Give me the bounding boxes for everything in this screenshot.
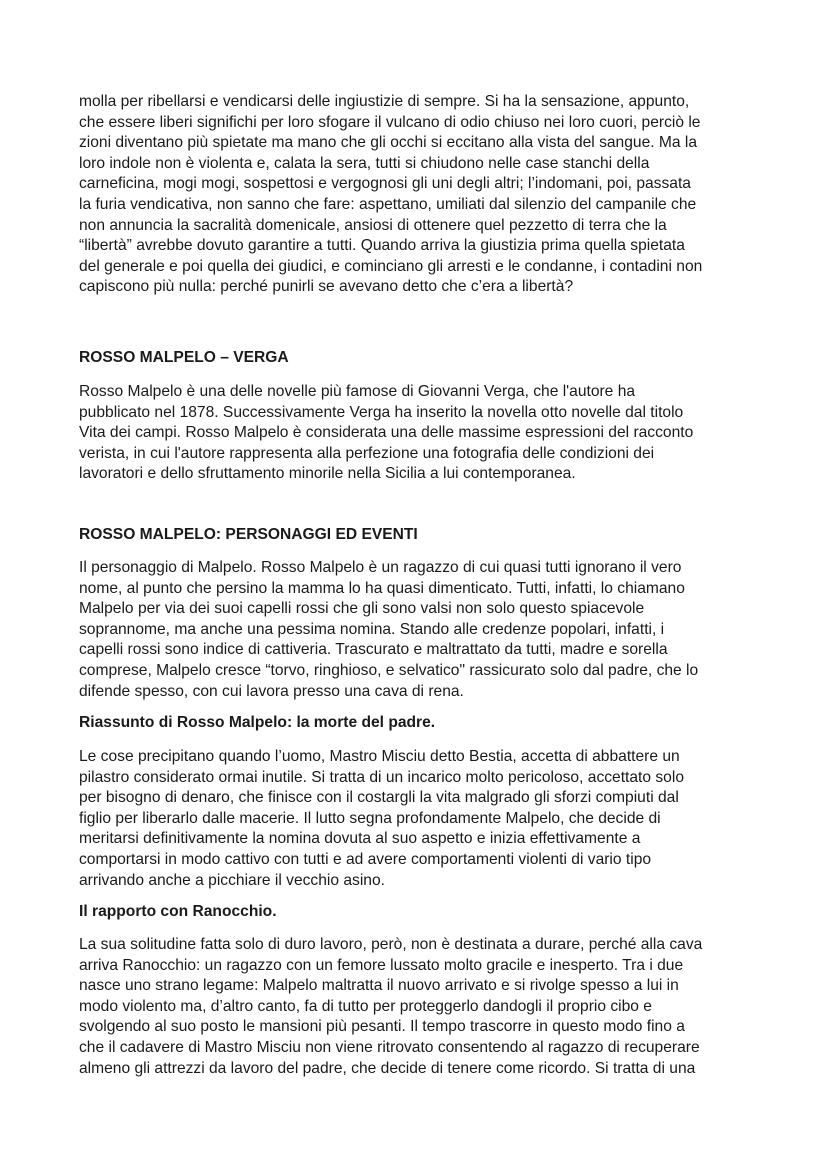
text-line: che il cadavere di Mastro Misciu non viene ritrovato consentendo al ragazzo di recuperare xyxy=(79,1038,700,1056)
text-line: capiscono più nulla: perché punirli se avevano detto che c’era a libertà? xyxy=(79,278,574,296)
text-line: pubblicato nel 1878. Successivamente Verga ha inserito la novella otto novelle dal titolo xyxy=(79,403,684,421)
text-line: arriva Ranocchio: un ragazzo con un femore lussato molto gracile e inesperto. Tra i due xyxy=(79,956,684,974)
text-line: carneficina, mogi mogi, sospettosi e vergognosi gli uni degli altri; l’indomani, poi, passata xyxy=(79,175,691,193)
text-line: svolgendo al suo posto le mansioni più pesanti. Il tempo trascorre in questo modo fino a xyxy=(79,1018,685,1036)
text-line: molla per ribellarsi e vendicarsi delle ingiustizie di sempre. Si ha la sensazione, appunto, xyxy=(79,93,690,110)
text-line: almeno gli attrezzi da lavoro del padre, che decide di tenere come ricordo. Si tratta di una xyxy=(79,1059,696,1077)
text-line: arrivando anche a picchiare il vecchio asino. xyxy=(79,871,385,889)
text-line: figlio per liberarlo dalle macerie. Il lutto segna profondamente Malpelo, che decide di xyxy=(79,809,661,827)
intro-paragraph xyxy=(79,92,702,298)
text-line: loro indole non è violenta e, calata la sera, tutti si chiudono nelle case stanchi della xyxy=(79,154,650,172)
sub1-paragraph xyxy=(79,747,684,891)
text-line: del generale e poi quella dei giudici, e cominciano gli arresti e le condanne, i contadini non xyxy=(79,257,703,275)
text-line: zioni diventano più spietate ma mano che gli occhi si eccitano alla vista del sangue. Ma la xyxy=(79,134,698,152)
text-line: lavoratori e dello sfruttamento minorile nella Sicilia a lui contemporanea. xyxy=(79,465,576,483)
subheading-morte-del-padre: Riassunto di Rosso Malpelo: la morte del padre. xyxy=(79,714,436,731)
text-line: Le cose precipitano quando l’uomo, Mastro Misciu detto Bestia, accetta di abbattere un xyxy=(79,748,680,765)
text-line: soprannome, ma anche una pessima nomina. Stando alle credenze popolari, infatti, i xyxy=(79,620,665,638)
text-line: modo violento ma, d’altro canto, fa di tutto per proteggerlo dandogli il proprio cibo e xyxy=(79,997,652,1015)
text-line: nasce uno strano legame: Malpelo maltratta il nuovo arrivato e si rivolge spesso a lui in xyxy=(79,977,679,995)
text-line: Malpelo per via dei suoi capelli rossi che gli sono valsi non solo questo spiacevole xyxy=(79,600,645,618)
sub2-paragraph xyxy=(79,935,702,1079)
text-line: per bisogno di denaro, che finisce con il costargli la vita malgrado gli sforzi compiuti dal xyxy=(79,789,679,807)
text-line: comprese, Malpelo cresce “torvo, ringhioso, e selvatico" rassicurato solo dal padre, che lo xyxy=(79,661,699,679)
text-line: verista, in cui l'autore rappresenta alla perfezione una fotografia delle condizioni dei xyxy=(79,444,655,462)
text-line: Il personaggio di Malpelo. Rosso Malpelo è un ragazzo di cui quasi tutti ignorano il vero xyxy=(79,559,682,576)
section1-paragraph xyxy=(79,382,693,485)
text-line: non annuncia la sacralità domenicale, ansiosi di ottenere quel pezzetto di terra che la xyxy=(79,216,667,234)
text-line: capelli rossi sono indice di cattiveria. Trascurato e maltrattato da tutti, madre e sorella xyxy=(79,641,668,659)
section-heading-personaggi-ed-eventi: ROSSO MALPELO: PERSONAGGI ED EVENTI xyxy=(79,526,418,543)
text-line: comportarsi in modo cattivo con tutti e ad avere comportamenti violenti di vario tipo xyxy=(79,850,652,868)
text-line: La sua solitudine fatta solo di duro lavoro, però, non è destinata a durare, perché alla cava xyxy=(79,936,703,953)
text-line: che essere liberi significhi per loro sfogare il vulcano di odio chiuso nei loro cuori, perciò le xyxy=(79,113,701,131)
text-line: nome, al punto che persino la mamma lo ha quasi dimenticato. Tutti, infatti, lo chiamano xyxy=(79,579,685,597)
section2-paragraph xyxy=(79,558,698,702)
text-line: “libertà” avrebbe dovuto garantire a tutti. Quando arriva la giustizia prima quella spietata xyxy=(79,237,685,255)
text-line: meritarsi definitivamente la nomina dovuta al suo aspetto e inizia effettivamente a xyxy=(79,830,641,848)
text-line: la furia vendicativa, non sanno che fare: aspettano, umiliati dal silenzio del campanile che xyxy=(79,195,697,213)
text-line: Rosso Malpelo è una delle novelle più famose di Giovanni Verga, che l'autore ha xyxy=(79,383,636,400)
text-line: difende spesso, con cui lavora presso una cava di rena. xyxy=(79,682,464,700)
text-line: Vita dei campi. Rosso Malpelo è considerata una delle massime espressioni del racconto xyxy=(79,424,694,442)
section-heading-rosso-malpelo-verga: ROSSO MALPELO – VERGA xyxy=(79,349,289,366)
text-line: pilastro considerato ormai inutile. Si tratta di un incarico molto pericoloso, accettato solo xyxy=(79,768,684,786)
subheading-rapporto-con-ranocchio: Il rapporto con Ranocchio. xyxy=(79,903,277,920)
